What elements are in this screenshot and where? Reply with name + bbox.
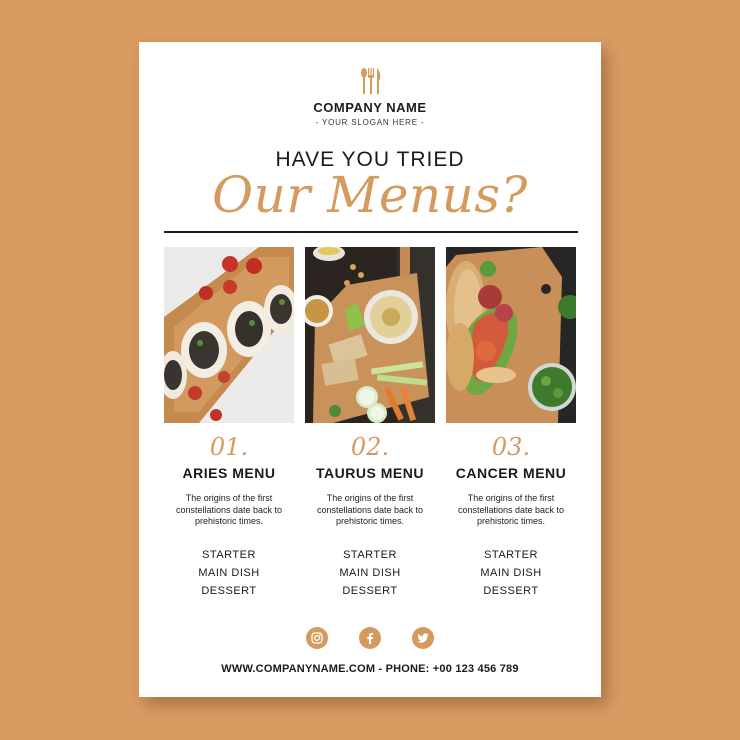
menu-card-cancer [446,247,576,600]
menu-title: TAURUS MENU [316,465,424,481]
menu-description: The origins of the first constellations date back to prehistoric times. [316,493,424,526]
menu-number: 03. [491,433,531,461]
headline-big: Our Menus? [212,166,528,224]
course-item: DESSERT [483,584,539,597]
course-item: STARTER [343,548,397,561]
company-slogan: - YOUR SLOGAN HERE - [315,118,425,127]
menu-number: 02. [350,433,390,461]
menu-description: The origins of the first constellations date back to prehistoric times. [457,493,565,526]
fork-knife-icon [360,67,382,95]
menu-description: The origins of the first constellations date back to prehistoric times. [175,493,283,526]
company-name: COMPANY NAME [313,100,427,115]
footer-contact: WWW.COMPANYNAME.COM - PHONE: +00 123 456 789 [221,663,519,675]
menu-card-taurus [305,247,435,600]
hummus-and-veggies-photo [305,247,435,423]
course-item: MAIN DISH [339,566,401,579]
course-list [446,546,576,600]
twitter-icon[interactable] [412,627,434,649]
menu-title: ARIES MENU [182,465,276,481]
facebook-icon[interactable] [359,627,381,649]
course-item: STARTER [202,548,256,561]
course-item: DESSERT [342,584,398,597]
course-list [305,546,435,600]
headline-small: HAVE YOU TRIED [275,148,465,171]
instagram-icon[interactable] [306,627,328,649]
course-item: DESSERT [201,584,257,597]
menu-card-aries [164,247,294,600]
bruschetta-on-board-photo [164,247,294,423]
divider [164,231,578,233]
sandwich-on-board-photo [446,247,576,423]
course-list [164,546,294,600]
menu-number: 01. [209,433,249,461]
menu-flyer [139,42,601,697]
course-item: STARTER [484,548,538,561]
course-item: MAIN DISH [198,566,260,579]
menu-title: CANCER MENU [455,465,567,481]
course-item: MAIN DISH [480,566,542,579]
